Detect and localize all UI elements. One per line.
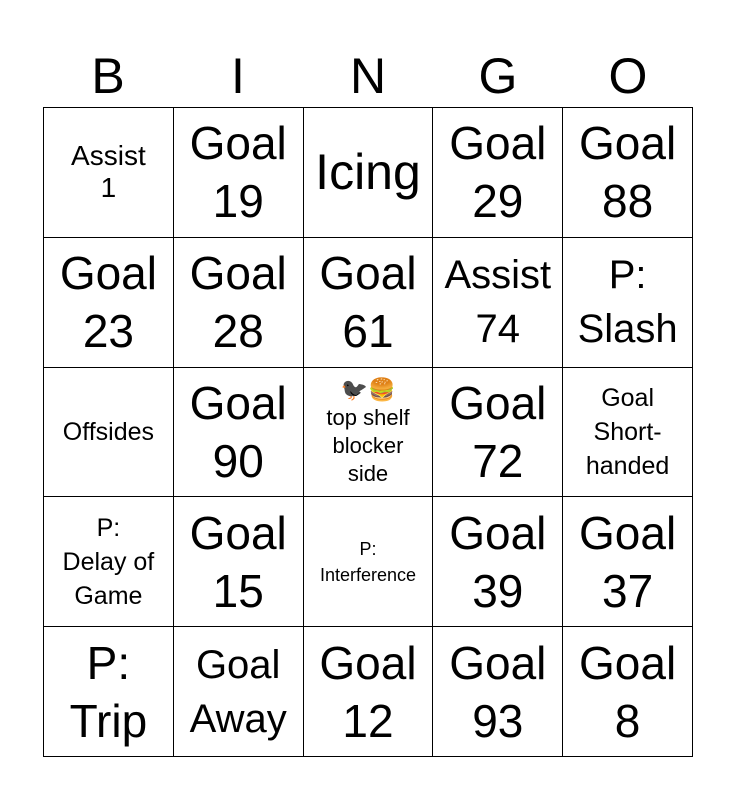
cell-text: Goal (189, 117, 287, 170)
bingo-cell[interactable] (174, 368, 304, 498)
bingo-cell[interactable] (433, 497, 563, 627)
cell-text: Assist (71, 140, 146, 172)
bingo-cell[interactable] (174, 497, 304, 627)
bingo-cell[interactable] (563, 238, 693, 368)
cell-text: Goal (319, 247, 417, 300)
cell-text: Goal (449, 506, 547, 559)
header-letter-n: N (349, 48, 387, 104)
cell-text: 88 (602, 175, 654, 228)
cell-text: Interference (319, 564, 417, 585)
bingo-cell[interactable] (44, 368, 174, 498)
cell-text: P: (96, 513, 121, 542)
cell-text: 29 (472, 175, 524, 228)
cell-text: Trip (69, 694, 148, 747)
cell-text: P: (608, 253, 647, 298)
cell-text: Goal (579, 117, 677, 170)
cell-text: Slash (577, 307, 678, 352)
cell-text: Goal (579, 636, 677, 689)
cell-text: 61 (342, 305, 394, 358)
cell-text: Delay of (62, 547, 155, 576)
cell-text: blocker (332, 432, 404, 458)
bingo-cell[interactable] (304, 368, 434, 498)
cell-text: Icing (315, 144, 421, 201)
cell-text: Away (189, 696, 287, 741)
cell-text: 72 (472, 434, 524, 487)
cell-text: 15 (212, 564, 264, 617)
cell-text: Game (74, 581, 143, 610)
bingo-cell[interactable] (174, 108, 304, 238)
bingo-cell[interactable] (304, 627, 434, 757)
bingo-header (43, 48, 693, 104)
cell-text: Goal (449, 117, 547, 170)
bingo-cell[interactable] (563, 497, 693, 627)
cell-text: Goal (579, 506, 677, 559)
header-letter-o: O (608, 48, 648, 104)
bingo-cell[interactable] (563, 368, 693, 498)
bingo-cell[interactable] (304, 497, 434, 627)
bingo-cell[interactable] (304, 108, 434, 238)
cell-text: P: (359, 538, 377, 559)
cell-text: Goal (449, 376, 547, 429)
cell-text: 93 (472, 694, 524, 747)
cell-text: Goal (189, 376, 287, 429)
bingo-cell[interactable] (44, 497, 174, 627)
bingo-cell[interactable] (304, 238, 434, 368)
cell-text: top shelf (326, 404, 410, 430)
bingo-cell[interactable] (174, 627, 304, 757)
bingo-cell[interactable] (563, 108, 693, 238)
cell-text: 39 (472, 564, 524, 617)
bingo-cell[interactable] (44, 108, 174, 238)
cell-text: 19 (212, 175, 264, 228)
cell-text: Goal (449, 636, 547, 689)
cell-text: P: (86, 636, 131, 689)
cell-text: handed (585, 451, 670, 480)
header-letter-i: I (231, 48, 245, 104)
cell-text: 74 (475, 307, 521, 352)
cell-text: Goal (195, 642, 281, 687)
cell-text: 90 (212, 434, 264, 487)
bingo-cell[interactable] (174, 238, 304, 368)
cell-text: side (347, 460, 389, 486)
bingo-cell[interactable] (433, 368, 563, 498)
cell-text: Goal (59, 247, 157, 300)
bingo-cell[interactable] (44, 238, 174, 368)
cell-text: Offsides (62, 417, 155, 446)
bingo-cell[interactable] (563, 627, 693, 757)
cell-text: 8 (614, 694, 641, 747)
header-letter-g: G (478, 48, 518, 104)
cell-text: Assist (444, 253, 552, 298)
cell-text: 37 (602, 564, 654, 617)
bird-burger-emoji-icon: 🐦‍⬛🍔 (340, 376, 396, 402)
cell-text: Goal (319, 636, 417, 689)
cell-text: Goal (601, 383, 654, 412)
cell-text: 28 (212, 305, 264, 358)
cell-text: Short- (593, 417, 662, 446)
cell-text: Goal (189, 247, 287, 300)
bingo-cell[interactable] (433, 627, 563, 757)
bingo-cell[interactable] (433, 108, 563, 238)
cell-text: Goal (189, 506, 287, 559)
cell-text: 23 (82, 305, 134, 358)
bingo-cell[interactable] (44, 627, 174, 757)
cell-text: 1 (100, 172, 117, 204)
header-letter-b: B (91, 48, 125, 104)
bingo-cell[interactable] (433, 238, 563, 368)
bingo-card (43, 107, 693, 757)
cell-text: 12 (342, 694, 394, 747)
